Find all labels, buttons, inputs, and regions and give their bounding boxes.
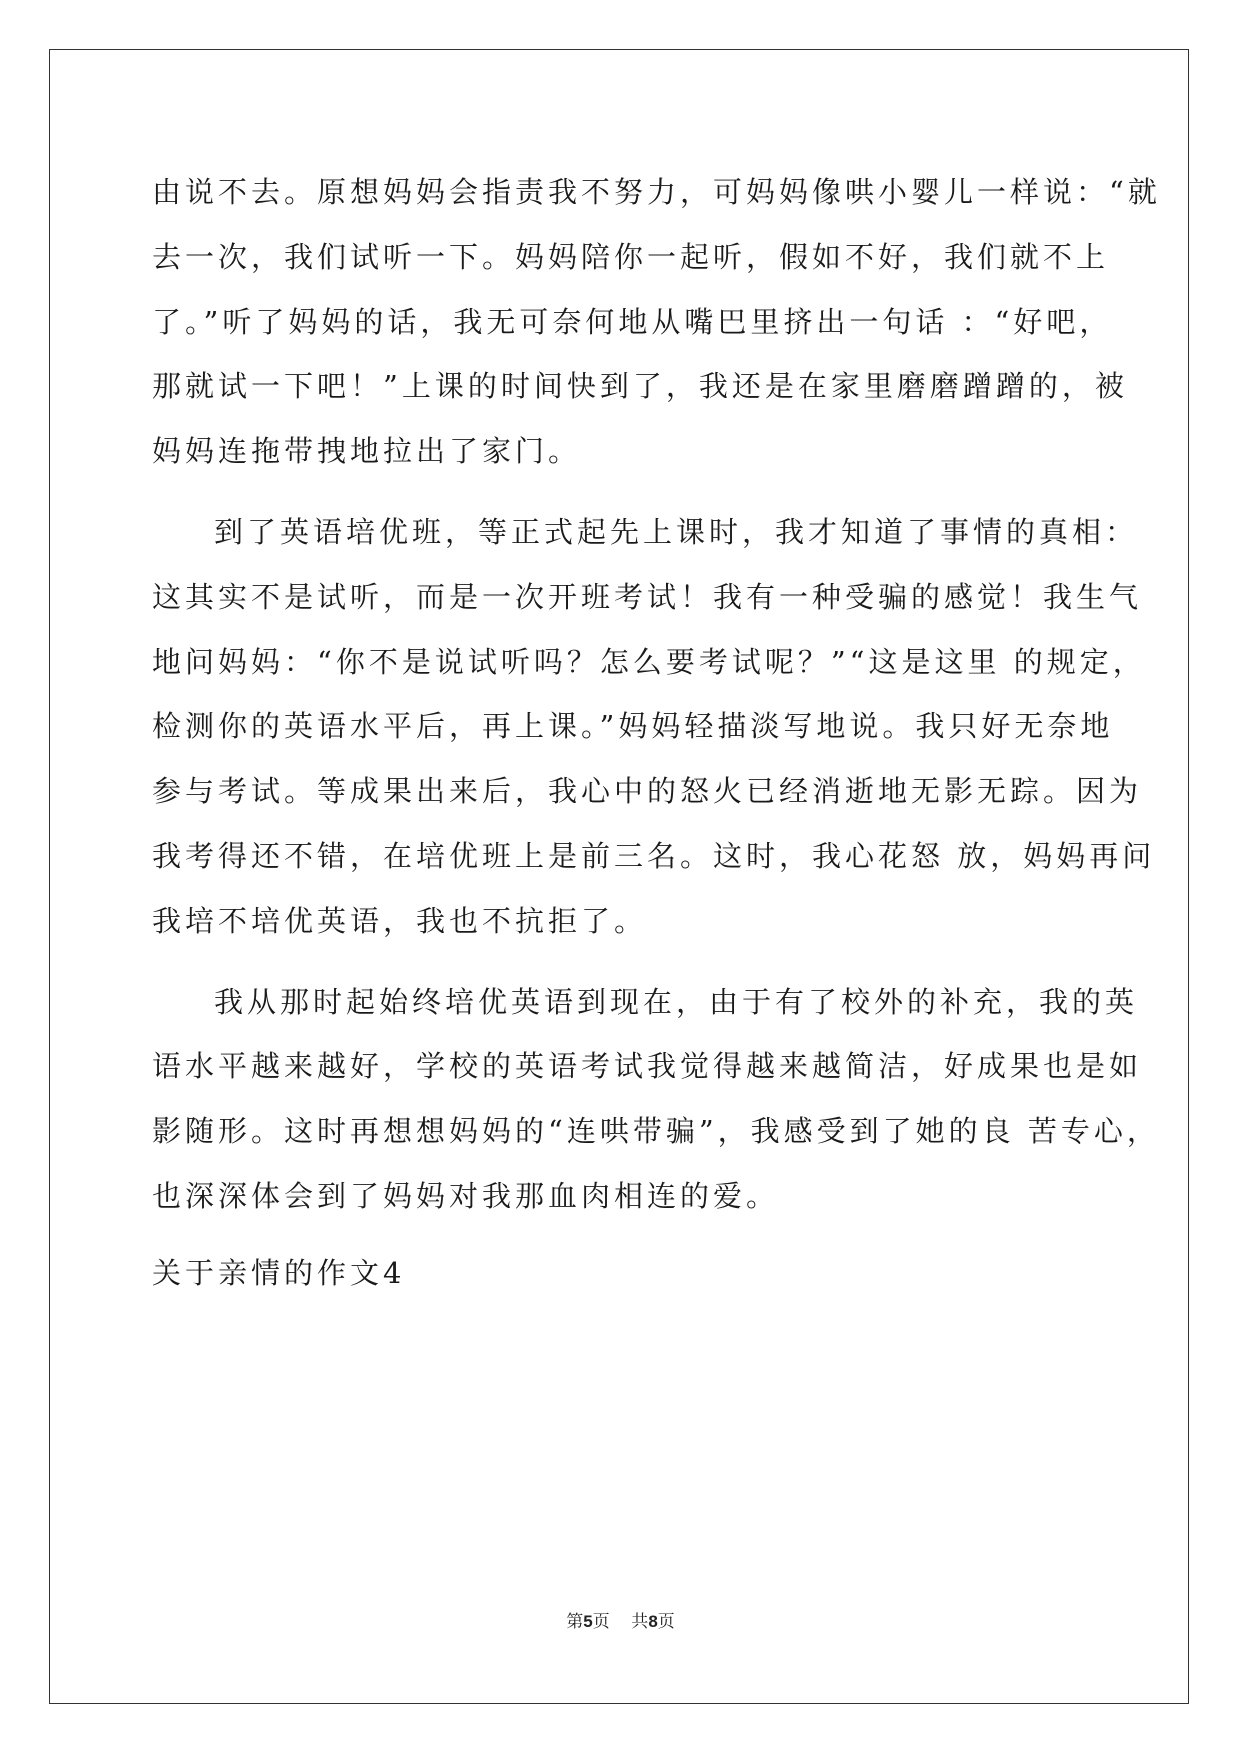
text-line: 我考得还不错，在培优班上是前三名。这时，我心花怒 放，妈妈再问 bbox=[152, 838, 1156, 873]
paragraph-3 bbox=[152, 970, 1160, 1229]
section-heading: 关于亲情的作文4 bbox=[152, 1255, 406, 1290]
text-line: 也深深体会到了妈妈对我那血肉相连的爱。 bbox=[152, 1178, 780, 1213]
text-line: 去一次，我们试听一下。妈妈陪你一起听，假如不好，我们就不上 bbox=[152, 239, 1110, 274]
text-line: 检测你的英语水平后，再上课。”妈妈轻描淡写地说。我只好无奈地 bbox=[152, 709, 1114, 744]
text-line: 语水平越来越好，学校的英语考试我觉得越来越简洁，好成果也是如 bbox=[152, 1049, 1143, 1084]
paragraph-2 bbox=[152, 500, 1156, 954]
text-line: 那就试一下吧！”上课的时间快到了，我还是在家里磨磨蹭蹭的，被 bbox=[152, 369, 1128, 404]
footer-prefix: 第 bbox=[566, 1612, 584, 1632]
text-line: 这其实不是试听，而是一次开班考试！我有一种受骗的感觉！我生气 bbox=[152, 579, 1143, 614]
footer-suffix: 页 bbox=[657, 1612, 675, 1632]
text-line: 到了英语培优班，等正式起先上课时，我才知道了事情的真相： bbox=[214, 514, 1139, 549]
current-page-number: 5 bbox=[583, 1612, 593, 1631]
text-line: 我从那时起始终培优英语到现在，由于有了校外的补充，我的英 bbox=[214, 984, 1139, 1019]
total-pages-number: 8 bbox=[648, 1612, 658, 1631]
text-line: 参与考试。等成果出来后，我心中的怒火已经消逝地无影无踪。因为 bbox=[152, 774, 1143, 809]
text-line: 影随形。这时再想想妈妈的“连哄带骗”，我感受到了她的良 苦专心， bbox=[152, 1114, 1160, 1149]
footer-mid: 页 共 bbox=[592, 1612, 649, 1632]
text-line: 我培不培优英语，我也不抗拒了。 bbox=[152, 903, 648, 938]
text-line: 由说不去。原想妈妈会指责我不努力，可妈妈像哄小婴儿一样说：“就 bbox=[152, 175, 1161, 209]
document-body bbox=[152, 160, 1161, 1305]
text-line: 妈妈连拖带拽地拉出了家门。 bbox=[152, 434, 582, 469]
text-line: 了。”听了妈妈的话，我无可奈何地从嘴巴里挤出一句话 ：“好吧， bbox=[152, 304, 1113, 339]
paragraph-1 bbox=[152, 160, 1161, 484]
text-line: 地问妈妈：“你不是说试听吗？怎么要考试呢？”“这是这里 的规定， bbox=[152, 644, 1146, 679]
page-footer bbox=[0, 1607, 1241, 1632]
